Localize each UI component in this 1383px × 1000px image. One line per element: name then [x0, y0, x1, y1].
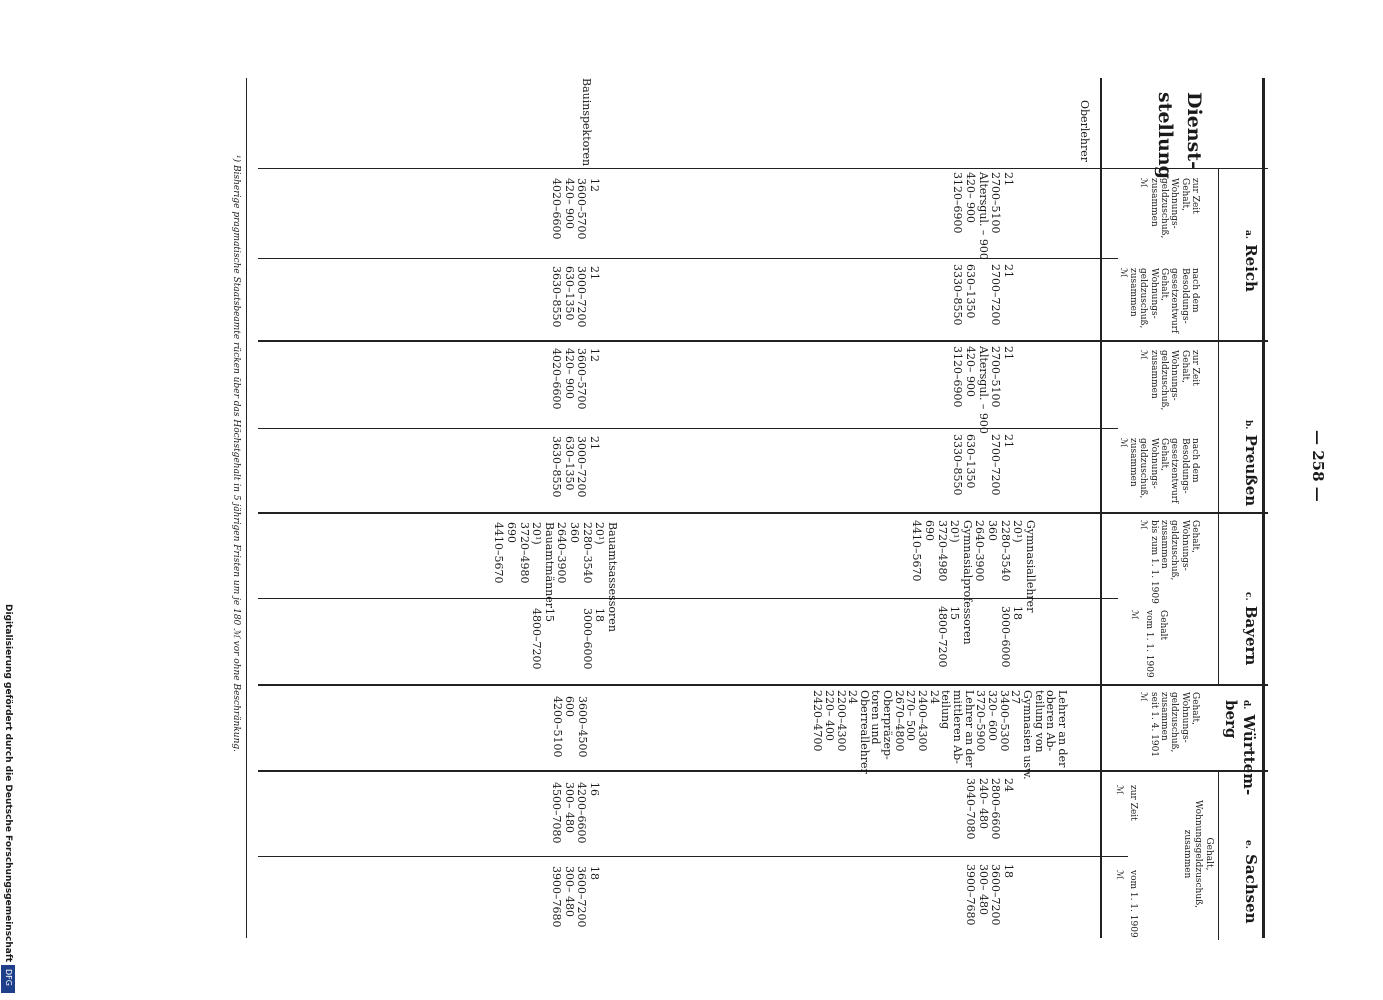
col-sep-8	[258, 770, 1268, 772]
group-rule-sachsen	[1218, 770, 1219, 940]
subhead-sachsen-ab1909: vom 1. 1. 1909 ℳ	[1113, 870, 1138, 938]
cell-oberlehrer-wuerttemberg: Lehrer an der oberen Ab- teilung von Gymnasien usw. 27 3400–5300 320– 600 3720–5900 Lehrer an der mittleren Ab- teilung 24 2400–4300 270– 500 2670–4800 Oberpräzep- toren und Oberreallehrer 24 2200–4300 220– 400 2420–4700	[811, 690, 1069, 780]
cell-bauinspektoren-preussen-zurzeit: 12 3600–5700 420– 900 4020–6600	[550, 348, 601, 410]
page-number: — 258 —	[1309, 430, 1327, 502]
cell-bauinspektoren-sachsen-zurzeit: 16 4200–6600 300– 480 4500–7080	[550, 782, 601, 844]
cell-bauinspektoren-reich-entwurf: 21 3000–7200 630–1350 3630–8550	[550, 266, 601, 328]
col-sep-7	[258, 684, 1268, 686]
group-letter: e.	[1243, 840, 1253, 849]
group-title-wuerttemberg	[1222, 700, 1258, 795]
cell-bauinspektoren-reich-zurzeit: 12 3600–5700 420– 900 4020–6600	[550, 178, 601, 240]
table-top-rule	[1262, 78, 1265, 938]
group-name: Preußen	[1242, 434, 1260, 507]
group-name: Reich	[1242, 244, 1260, 292]
row-label-oberlehrer: Oberlehrer	[1078, 100, 1091, 162]
cell-bauinspektoren-sachsen-ab1909: 18 3600–7200 300– 480 3900–7680	[550, 866, 601, 928]
cell-oberlehrer-bayern-ab1909: 18 3000–6000 15 4800–7200	[935, 606, 1025, 668]
cell-oberlehrer-sachsen-zurzeit: 24 2800–6600 240– 480 3040–7080	[964, 778, 1015, 840]
dfg-logo	[1, 965, 15, 993]
footnote: ¹) Bisherige pragmatische Staatsbeamte rücken über das Höchstgehalt in 5 jährigen Fristen um je 180 ℳ vor ohne Beschränkung.	[231, 155, 241, 753]
row-label-bauinspektoren: Bauinspektoren	[580, 78, 593, 167]
header-dienststellung: Dienst- stellung	[1154, 92, 1205, 179]
cell-oberlehrer-sachsen-ab1909: 18 3600–7200 300– 480 3900–7680	[964, 864, 1015, 926]
group-title-sachsen	[1243, 840, 1258, 924]
col-sep-3	[258, 340, 1268, 342]
col-sep-1	[258, 168, 1268, 169]
cell-bauinspektoren-bayern-bis1909: Bauamtsassessoren 20¹) 2280–3540 360 2640–3900 Bauamtmänner 20¹) 3720–4980 690 4410–5670	[492, 522, 619, 632]
group-title-reich	[1243, 230, 1258, 292]
group-title-bayern	[1243, 592, 1258, 665]
cell-oberlehrer-bayern-bis1909: Gymnasiallehrer 20¹) 2280–3540 360 2640–3900 Gymnasialprofessoren 20¹) 3720–4980 690 4410–5670	[910, 520, 1037, 645]
group-name: Württem- berg	[1222, 700, 1258, 796]
group-name: Bayern	[1242, 605, 1260, 666]
cell-oberlehrer-preussen-entwurf: 21 2700–7200 630–1350 3330–8550	[951, 434, 1015, 496]
cell-bauinspektoren-bayern-ab1909: 18 3000–6000 15 4800–7200	[530, 608, 607, 670]
table-left-rule	[246, 78, 247, 938]
dfg-logo-text: DFG	[4, 969, 13, 986]
cell-oberlehrer-reich-entwurf: 21 2700–7200 630–1350 3330–8550	[951, 264, 1015, 326]
digitization-note: Digitalisierung gefördert durch die Deutsche Forschungsgemeinschaft	[3, 604, 13, 963]
cell-bauinspektoren-wuerttemberg: 3600–4500 600 4200–5100	[550, 696, 589, 758]
group-rule-bayern	[1218, 512, 1219, 684]
subhead-reich-zurzeit: zur Zeit Gehalt, Wohnungs- geldzuschuß, zusammen ℳ	[1138, 178, 1200, 239]
group-title-preussen	[1243, 420, 1258, 506]
subhead-preussen-entwurf: nach dem Besoldungs- gesetzentwurf Gehalt, Wohnungs- geldzuschuß, zusammen ℳ	[1117, 438, 1200, 504]
subhead-reich-entwurf: nach dem Besoldungs- gesetzentwurf Gehalt, Wohnungs- geldzuschuß, zusammen ℳ	[1117, 268, 1200, 334]
subhead-bayern-bis1909: Gehalt, Wohnungs- geldzuschuß, zusammen bis zum 1. 1. 1909 ℳ	[1138, 520, 1200, 604]
subhead-preussen-zurzeit: zur Zeit Gehalt, Wohnungs- geldzuschuß, zusammen ℳ	[1138, 350, 1200, 411]
table-header-rule	[1100, 78, 1102, 938]
group-rule-reich	[1218, 168, 1219, 340]
group-letter: b.	[1243, 420, 1253, 430]
col-sep-9	[258, 856, 1128, 857]
cell-oberlehrer-reich-zurzeit: 21 2700–5100 Altersgul. – 900 420– 900 3120–6900	[951, 172, 1015, 260]
group-rule-preussen	[1218, 340, 1219, 512]
subhead-wuerttemberg: Gehalt, Wohnungs- geldzuschuß, zusammen seit 1. 4. 1901 ℳ	[1138, 692, 1200, 758]
col-sep-5	[258, 512, 1268, 514]
subhead-sachsen-zurzeit: zur Zeit ℳ	[1113, 785, 1138, 821]
group-letter: a.	[1243, 230, 1253, 239]
group-name: Sachsen	[1242, 854, 1260, 924]
cell-oberlehrer-preussen-zurzeit: 21 2700–5100 Altersgul. – 900 420– 900 3120–6900	[951, 346, 1015, 434]
cell-bauinspektoren-preussen-entwurf: 21 3000–7200 630–1350 3630–8550	[550, 436, 601, 498]
sachsen-top-subhead: Gehalt, Wohnungsgeldzuschuß, zusammen	[1182, 800, 1214, 909]
group-letter: d.	[1241, 700, 1251, 710]
group-letter: c.	[1243, 592, 1253, 601]
subhead-bayern-ab1909: Gehalt vom 1. 1. 1909 ℳ	[1129, 610, 1168, 678]
